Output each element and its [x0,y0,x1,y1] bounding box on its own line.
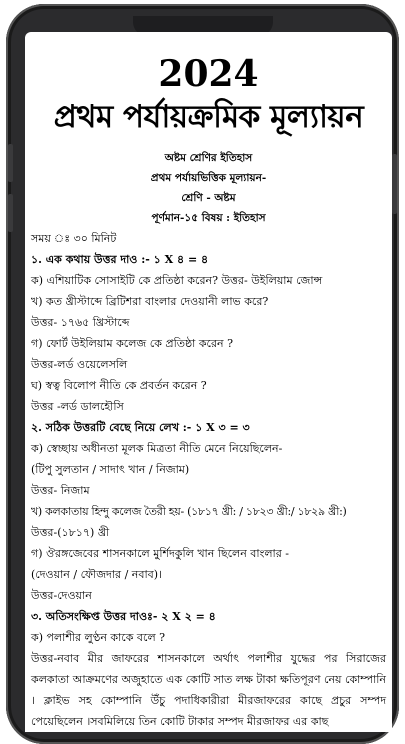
document-title: প্রথম পর্যায়ক্রমিক মূল্যায়ন [53,99,364,135]
subheader-line-1: অষ্টম শ্রেণির ইতিহাস [164,152,253,164]
subheader-line-3: শ্রেণি - অষ্টম [181,192,236,204]
section-1-heading: ১. এক কথায় উত্তর দাও :- ১ X ৪ = ৪ [31,253,209,266]
volume-up-button [8,144,13,182]
question-2a: ক) স্বেচ্ছায় অধীনতা মূলক মিত্রতা নীতি মেনে নিয়েছিলেন- [31,442,283,455]
section-2-heading: ২. সঠিক উত্তরটি বেছে নিয়ে লেখ :- ১ X ৩ = ৩ [31,421,250,434]
answer-1c: উত্তর-লর্ড ওয়েলেসলি [31,358,128,371]
subheader-line-2: প্রথম পর্যায়ভিত্তিক মূল্যায়ন- [150,172,267,184]
question-2b: খ) কলকাতায় হিন্দু কলেজ তৈরী হয়- (১৮১৭ খ্রী: / ১৮২৩ খ্রী:/ ১৮২৯ খ্রী:) [31,505,347,518]
question-2a-options: (টিপু সুলতান / সাদাৎ খান / নিজাম) [31,463,190,476]
answer-1b: উত্তর- ১৭৬৫ খ্রিস্টাব্দে [31,316,130,329]
phone-screen[interactable] [25,32,392,732]
volume-down-button [8,194,13,232]
question-2c: গ) ঔরঙ্গজেবের শাসনকালে মুর্শিদকুলি খান ছিলেন বাংলার - [31,547,289,560]
question-3a: ক) পলাশীর লুণ্ঠন কাকে বলে ? [31,631,166,644]
section-3-heading: ৩. অতিসংক্ষিপ্ত উত্তর দাওঃ- ২ X ২ = ৪ [31,610,216,623]
answer-2a: উত্তর- নিজাম [31,484,90,497]
question-1d: ঘ) স্বত্ব বিলোপ নীতি কে প্রবর্তন করেন ? [31,379,207,392]
subheader-line-4: পূর্ণমান-১৫ বিষয় : ইতিহাস [151,212,266,224]
question-1c: গ) ফোর্ট উইলিয়াম কলেজ কে প্রতিষ্ঠা করেন ? [31,337,233,350]
question-body [25,228,392,732]
answer-1d: উত্তর -লর্ড ডালহৌসি [31,400,124,413]
subheader-block [25,148,392,228]
question-1b: খ) কত খ্রীস্টাব্দে ব্রিটিশরা বাংলার দেওয়ানী লাভ করে? [31,295,269,308]
time-label: সময় ঃ ৩০ মিনিট [31,232,117,245]
year-heading: 2024 [158,53,259,95]
answer-2c: উত্তর-দেওয়ান [31,589,92,602]
power-button [392,154,397,214]
answer-3a: উত্তর-নবাব মীর জাফরের শাসনকালে অর্থাৎ পলাশীর যুদ্ধের পর সিরাজের কলকাতা আক্রমণের অজুহাতে এক কোটি সাত লক্ষ টাকা ক্ষতিপূরণ নেয় কোম্পানি । ক্লাইভ সহ কোম্পানি উঁচু পদাধিকারীরা মীরজাফরের কাছে প্রচুর সম্পদ পেয়েছিলেন ।সবমিলিয়ে তিন কোটি টাকার সম্পদ মীরজাফর এর কাছ [31,652,386,728]
answer-2b: উত্তর-(১৮১৭) খ্রী [31,526,110,539]
question-2c-options: (দেওয়ান / ফৌজদার / নবাব)। [31,568,162,581]
question-1a: ক) এশিয়াটিক সোসাইটি কে প্রতিষ্ঠা করেন? উত্তর- উইলিয়াম জোন্স [31,274,323,287]
phone-frame [6,4,399,744]
